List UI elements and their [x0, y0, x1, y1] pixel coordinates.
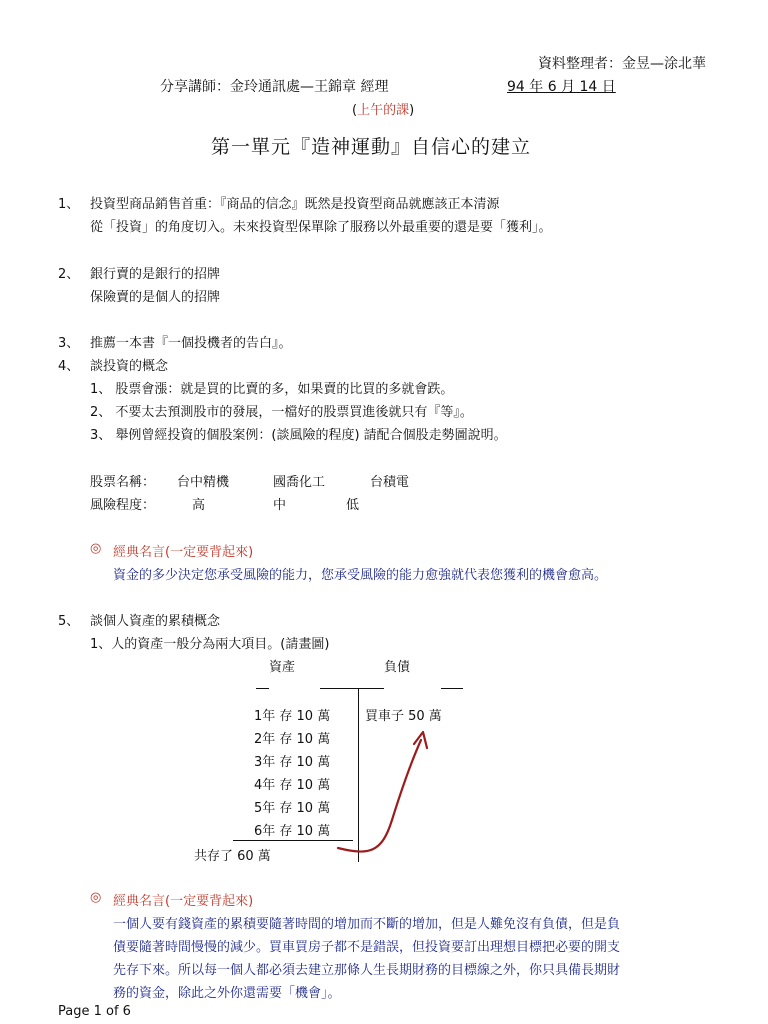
- debt-arrow-icon: [330, 730, 440, 860]
- ledger-tick-left: [256, 688, 269, 689]
- stock-name-1: 台中精機: [177, 475, 230, 490]
- quote-2-line-3: 先存下來。所以每一個人都必須去建立那條人生長期財務的目標線之外，你只具備長期財: [113, 963, 621, 978]
- session-open: (: [352, 103, 358, 118]
- item-2-number: 2、: [58, 267, 80, 282]
- page-number: Page 1 of 6: [58, 1004, 131, 1019]
- quote-1-mark: ◎: [90, 541, 102, 556]
- quote-1-title: 經典名言(一定要背起來): [113, 545, 254, 560]
- quote-2-mark: ◎: [90, 890, 102, 905]
- ledger-liabilities-header: 負債: [384, 660, 411, 675]
- session-close: ): [409, 103, 415, 118]
- item-5-line-1: 談個人資產的累積概念: [90, 614, 221, 629]
- quote-2-line-4: 務的資金，除此之外你還需要「機會」。: [113, 986, 341, 1001]
- ledger-asset-3: 3年 存 10 萬: [254, 755, 331, 770]
- ledger-asset-4: 4年 存 10 萬: [254, 778, 331, 793]
- ledger-top-rule: [320, 688, 384, 689]
- risk-level-label: 風險程度：: [90, 498, 156, 513]
- risk-level-2: 中: [273, 498, 287, 513]
- item-4-sub-2: 2、 不要太去預測股市的發展，一檔好的股票買進後就只有『等』。: [90, 405, 473, 420]
- item-2-line-2: 保險賣的是個人的招牌: [90, 290, 221, 305]
- quote-2-line-1: 一個人要有錢資產的累積要隨著時間的增加而不斷的增加，但是人難免沒有負債，但是負: [113, 917, 621, 932]
- stock-name-3: 台積電: [370, 475, 410, 490]
- item-3-number: 3、: [58, 336, 80, 351]
- compiler-credit: 資料整理者：金昱—涂北華: [538, 56, 706, 72]
- stock-name-2: 國喬化工: [273, 475, 326, 490]
- session-text: 上午的課: [357, 103, 410, 118]
- item-4-line-1: 談投資的概念: [90, 359, 169, 374]
- ledger-asset-6: 6年 存 10 萬: [254, 824, 331, 839]
- ledger-total: 共存了 60 萬: [194, 849, 271, 864]
- risk-level-3: 低: [346, 498, 360, 513]
- item-5-sub-1: 1、人的資產一般分為兩大項目。(請畫圖): [90, 637, 330, 652]
- quote-1-text: 資金的多少決定您承受風險的能力，您承受風險的能力愈強就代表您獲利的機會愈高。: [113, 568, 608, 583]
- ledger-tick-right: [441, 688, 463, 689]
- item-4-number: 4、: [58, 359, 80, 374]
- speaker-line: 分享講師：金玲通訊處—王錦章 經理: [160, 79, 389, 95]
- item-4-sub-3: 3、 舉例曾經投資的個股案例：(談風險的程度) 請配合個股走勢圖說明。: [90, 428, 507, 443]
- item-5-number: 5、: [58, 614, 80, 629]
- session-label: [352, 99, 414, 118]
- stock-name-label: 股票名稱：: [90, 475, 156, 490]
- lecture-date: 94 年 6 月 14 日: [507, 79, 616, 95]
- risk-level-1: 高: [192, 498, 206, 513]
- item-1-line-1: 投資型商品銷售首重：『商品的信念』既然是投資型商品就應該正本清源: [90, 197, 500, 212]
- ledger-assets-header: 資產: [269, 660, 296, 675]
- unit-title: 第一單元『造神運動』自信心的建立: [211, 136, 532, 158]
- item-4-sub-1: 1、 股票會漲：就是買的比賣的多，如果賣的比買的多就會跌。: [90, 382, 454, 397]
- ledger-asset-5: 5年 存 10 萬: [254, 801, 331, 816]
- item-1-number: 1、: [58, 197, 80, 212]
- quote-2-title: 經典名言(一定要背起來): [113, 894, 254, 909]
- ledger-asset-1: 1年 存 10 萬: [254, 709, 331, 724]
- ledger-liability: 買車子 50 萬: [365, 709, 442, 724]
- item-2-line-1: 銀行賣的是銀行的招牌: [90, 267, 221, 282]
- item-1-line-2: 從「投資」的角度切入。未來投資型保單除了服務以外最重要的還是要「獲利」。: [90, 220, 552, 235]
- ledger-asset-2: 2年 存 10 萬: [254, 732, 331, 747]
- quote-2-line-2: 債要隨著時間慢慢的減少。買車買房子都不是錯誤，但投資要訂出理想目標把必要的開支: [113, 940, 621, 955]
- item-3-line-1: 推薦一本書『一個投機者的告白』。: [90, 336, 292, 351]
